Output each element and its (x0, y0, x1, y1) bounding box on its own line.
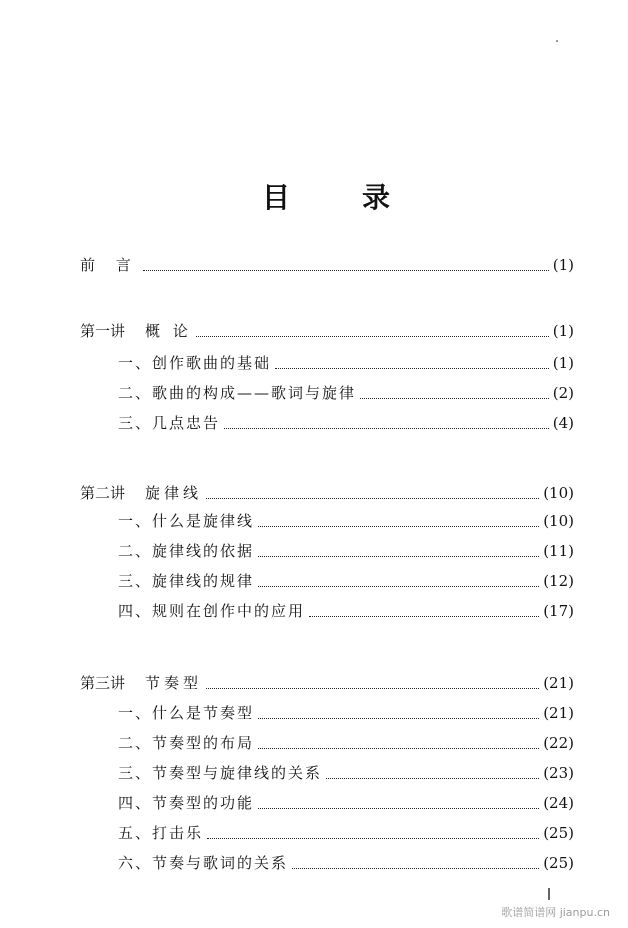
entry-page: (23) (543, 764, 574, 782)
chapter-number: 第二讲 (80, 484, 126, 502)
toc-entry-2-2[interactable] (118, 540, 574, 562)
page-number-mark (548, 888, 550, 900)
dot-leader (258, 718, 539, 719)
toc-entry-3-6[interactable] (118, 852, 574, 874)
toc-entry-chapter-2[interactable] (80, 482, 574, 504)
entry-label: 二、歌曲的构成——歌词与旋律 (118, 384, 357, 402)
dot-leader (360, 398, 549, 399)
entry-label (80, 320, 192, 342)
toc-entry-3-2[interactable] (118, 732, 574, 754)
entry-label: 一、什么是旋律线 (118, 512, 255, 530)
watermark: 歌谱简谱网 jianpu.cn (501, 906, 610, 919)
entry-page: (11) (543, 542, 574, 560)
dot-leader (196, 336, 549, 337)
toc-entry-1-2[interactable] (118, 382, 574, 404)
entry-page: (10) (543, 484, 574, 502)
toc-entry-2-4[interactable] (118, 600, 574, 622)
toc-entry-3-3[interactable] (118, 762, 574, 784)
toc-entry-1-3[interactable] (118, 412, 574, 434)
entry-label: 三、旋律线的规律 (118, 572, 255, 590)
dot-leader (207, 838, 539, 839)
entry-label: 二、节奏型的布局 (118, 734, 255, 752)
entry-label: 二、旋律线的依据 (118, 542, 255, 560)
entry-page: (1) (552, 322, 574, 340)
toc-entry-preface[interactable] (80, 254, 574, 276)
entry-label: 前 言 (80, 256, 139, 274)
entry-label: 五、打击乐 (118, 824, 204, 842)
toc-entry-1-1[interactable] (118, 352, 574, 374)
dot-leader (326, 778, 539, 779)
title-char-1: 目 (262, 181, 291, 214)
dot-leader (224, 428, 549, 429)
entry-label: 三、几点忠告 (118, 414, 221, 432)
entry-label: 四、规则在创作中的应用 (118, 602, 306, 620)
chapter-title: 旋律线 (145, 484, 203, 502)
chapter-title: 概 论 (145, 322, 192, 340)
toc-entry-2-1[interactable] (118, 510, 574, 532)
toc-entry-3-5[interactable] (118, 822, 574, 844)
toc-entry-3-1[interactable] (118, 702, 574, 724)
dot-leader (206, 688, 539, 689)
chapter-number: 第一讲 (80, 322, 126, 340)
entry-page: (2) (552, 384, 574, 402)
entry-page: (21) (543, 704, 574, 722)
entry-page: (22) (543, 734, 574, 752)
entry-page: (12) (543, 572, 574, 590)
toc-entry-chapter-1[interactable] (80, 320, 574, 342)
entry-page: (10) (543, 512, 574, 530)
entry-page: (25) (543, 854, 574, 872)
entry-page: (4) (552, 414, 574, 432)
entry-page: (17) (543, 602, 574, 620)
entry-page: (21) (543, 674, 574, 692)
entry-label: 四、节奏型的功能 (118, 794, 255, 812)
dot-leader (292, 868, 539, 869)
entry-label (80, 482, 202, 504)
toc-entry-2-3[interactable] (118, 570, 574, 592)
chapter-title: 节奏型 (145, 674, 203, 692)
title-char-2: 录 (362, 181, 391, 214)
entry-label: 一、什么是节奏型 (118, 704, 255, 722)
dot-leader (275, 368, 549, 369)
chapter-number: 第三讲 (80, 674, 126, 692)
dot-leader (258, 586, 539, 587)
entry-label: 六、节奏与歌词的关系 (118, 854, 289, 872)
entry-page: (25) (543, 824, 574, 842)
dot-leader (206, 498, 539, 499)
entry-page: (24) (543, 794, 574, 812)
dot-leader (258, 748, 539, 749)
dot-leader (258, 556, 539, 557)
toc-entry-chapter-3[interactable] (80, 672, 574, 694)
entry-page: (1) (552, 256, 574, 274)
dot-leader (143, 270, 549, 271)
dot-leader (309, 616, 539, 617)
entry-label: 三、节奏型与旋律线的关系 (118, 764, 323, 782)
entry-label: 一、创作歌曲的基础 (118, 354, 272, 372)
entry-label (80, 672, 202, 694)
dot-leader (258, 808, 539, 809)
dot-leader (258, 526, 539, 527)
toc-entry-3-4[interactable] (118, 792, 574, 814)
entry-page: (1) (552, 354, 574, 372)
